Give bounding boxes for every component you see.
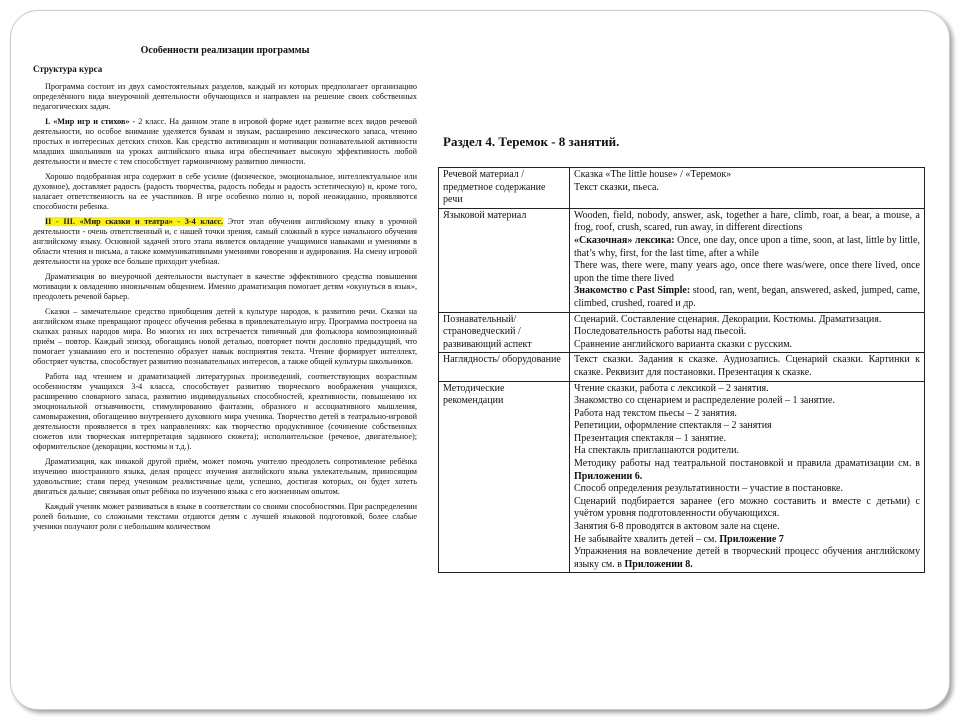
section-title: Раздел 4. Теремок - 8 занятий. <box>443 134 620 149</box>
row-content <box>570 381 925 573</box>
content-bold-lead: Знакомство с Past Simple: <box>574 285 691 297</box>
paragraph <box>33 172 417 212</box>
content-line: Сценарий подбирается заранее (его можно составить и вместе с детьми) с учётом уровня подготовленности обучающихся. <box>574 495 920 520</box>
paragraph <box>33 502 417 532</box>
content-line: Последовательность работы над пьесой. <box>574 326 747 338</box>
content-line <box>574 534 920 547</box>
table-row <box>439 353 925 381</box>
paragraph-text: Драматизация, как никакой другой приём, может помочь учителю преодолеть сопротивление ребёнка изучению иностранного языка, делая процесс изучения английского языка увлекательным, приносящим удовольствие; ставя перед учеником реалистичные цели, успешно, достигая которых, он будет хотеть двигаться дальше; связывая опыт ребёнка по изучению языка с его жизненным опытом. <box>33 457 417 496</box>
content-line: Репетиции, оформление спектакля – 2 занятия <box>574 420 772 432</box>
content-line: Занятия 6-8 проводятся в актовом зале на сцене. <box>574 521 780 533</box>
paragraph-text: Этот этап обучения английскому языку в урочной деятельности - очень ответственный и, с нашей точки зрения, самый сложный в курсе начального обучения английскому языку. Основной задачей этого этапа является овладение учащимися навыками и умениями в области чтения и письма, а также коммуникативными умениями говорения и аудирования. На смену игровой деятельности на уроке все больше приходит учебная. <box>33 217 417 266</box>
row-content <box>570 208 925 312</box>
content-text: Once, one day, once upon a time, soon, at last, little by little, that’s why, first, for the last time, after a while <box>574 234 920 259</box>
row-content <box>570 312 925 353</box>
table-row <box>439 381 925 573</box>
content-line: На спектакль приглашаются родители. <box>574 445 739 457</box>
appendix-reference: Приложении 8. <box>624 558 693 570</box>
document-title: Особенности реализации программы <box>140 46 310 56</box>
content-text: Методику работы над театральной постановкой и правила драматизации см. в <box>574 458 920 470</box>
content-line: Wooden, field, nobody, answer, ask, together a hare, climb, roar, a bear, a mouse, a frog, roof, crush, scared, run away, in different directions <box>574 209 920 234</box>
row-label: Познавательный/ страноведческий /развивающий аспект <box>439 312 570 353</box>
row-content <box>570 353 925 381</box>
paragraph <box>33 272 417 302</box>
content-line <box>574 546 920 571</box>
row-label: Наглядность/ оборудование <box>439 353 570 381</box>
content-bold-lead: «Сказочная» лексика: <box>574 234 675 246</box>
paragraph <box>33 82 417 112</box>
content-line <box>574 235 920 260</box>
content-line: Сравнение английского варианта сказки с русским. <box>574 338 793 350</box>
content-line: Чтение сказки, работа с лексикой – 2 занятия. <box>574 382 769 394</box>
paragraph <box>33 372 417 452</box>
content-text: stood, ran, went, began, answered, asked, jumped, came, climbed, crushed, roared и др. <box>574 285 920 309</box>
lesson-plan-table <box>438 167 925 573</box>
paragraph <box>33 307 417 367</box>
content-text: Не забывайте хвалить детей – см. <box>574 533 720 545</box>
table-row <box>439 312 925 353</box>
paragraph-text: Хорошо подобранная игра содержит в себе усилие (физическое, эмоциональное, интеллектуальное или духовное), доставляет радость (радость творчества, радость победы и радость эстетическую) и, кроме того, налагает ответственность на ее участников. В игре особенно полно и, порой неожиданно, проявляются способности ребенка. <box>33 172 417 211</box>
content-line: Сценарий. Составление сценария. Декорации. Костюмы. Драматизация. <box>574 313 882 325</box>
content-line: Знакомство со сценарием и распределение ролей – 1 занятие. <box>574 395 835 407</box>
document-subtitle: Структура курса <box>33 64 103 74</box>
row-label: Речевой материал /предметное содержание речи <box>439 168 570 209</box>
paragraph-text: Драматизация во внеурочной деятельности выступает в качестве эффективного средства повышения мотивации к овладению иноязычным общением. Именно драматизация помогает детям «окунуться в язык», преодолеть речевой барьер. <box>33 272 417 301</box>
content-line: Текст сказки, пьеса. <box>574 181 659 193</box>
content-text: Упражнения на вовлечение детей в творческий процесс обучения английскому языку см. в <box>574 546 920 570</box>
content-line: Текст сказки. Задания к сказке. Аудиозапись. Сценарий сказки. Картинки к сказке. Реквизит для постановки. Презентация к сказке. <box>574 354 920 378</box>
content-line: Работа над текстом пьесы – 2 занятия. <box>574 407 737 419</box>
row-label: Методические рекомендации <box>439 381 570 573</box>
paragraph-text: - 2 класс. На данном этапе в игровой форме идет развитие всех видов речевой деятельности, но особое внимание уделяется буквам и звукам, расширению лексического запаса, чтению простых и интересных детских стихов. Как средство активизации и мотивации познавательной активности младших школьников на уроках английского языка игра обеспечивает высокую эффективность любой деятельности и вместе с тем способствует гармоничному развитию личности. <box>33 117 417 166</box>
appendix-reference: Приложении 6. <box>574 470 643 482</box>
paragraph <box>33 217 417 267</box>
paragraph-text: Работа над чтением и драматизацией литературных произведений, соответствующих возрастным особенностям учащихся 3-4 класса, способствует развитию творческого воображения учащихся, расширению словарного запаса, развитию индивидуальных способностей, креативности, повышению их эмоциональной отзывчивости, стимулированию фантазии, образного и ассоциативного мышления, самовыражения, обогащению внутреннего духовного мира ученика. Творчество детей в театрально-игровой деятельности проявляется в трех направлениях: как творчество продуктивное (сочинение собственных сюжетов или творческая интерпретация заданного сюжета); исполнительское (речевое, двигательное); оформительское (декорации, костюмы и т.д.). <box>33 372 417 451</box>
paragraph <box>33 117 417 167</box>
content-line <box>574 458 920 483</box>
content-line: Способ определения результативности – участие в постановке. <box>574 483 843 495</box>
content-line <box>574 285 920 310</box>
paragraph-text: Сказки – замечательное средство приобщения детей к культуре народов, к развитию речи. Сказки на английском языке превращают процесс обучения ребенка в привлекательную игру. Программа построена на сказках разных народов мира. Во многих из них встречается типичный для фольклора композиционный приём – повтор. Каждый эпизод, обогащаясь новой деталью, повторяет почти дословно предыдущий, что помогает узнаванию его и постепенно образует навык восприятия текста. Чтение формирует интеллект, обостряет чувства, способствует развитию познавательных интересов, а также общей культуры школьников. <box>33 307 417 366</box>
highlighted-heading: II - III. «Мир сказки и театра» - 3-4 класс. <box>45 217 224 226</box>
content-line: Сказка «The little house» / «Теремок» <box>574 169 732 180</box>
content-line: There was, there were, many years ago, once there was/were, once there lived, once upon the time there lived <box>574 260 920 284</box>
paragraph-text: Каждый ученик может развиваться в языке в соответствии со своими способностями. При распределении ролей большие, со сложными текстами отдаются детям с лучшей языковой подготовкой, более слабые ученики получают роли с небольшим количеством <box>33 502 417 531</box>
row-content <box>570 168 925 209</box>
row-label: Языковой материал <box>439 208 570 312</box>
appendix-reference: Приложение 7 <box>719 533 784 545</box>
table-row <box>439 168 925 209</box>
table-row <box>439 208 925 312</box>
paragraph-lead: I. «Мир игр и стихов» <box>45 117 130 126</box>
content-line: Презентация спектакля – 1 занятие. <box>574 432 727 444</box>
paragraph-text: Программа состоит из двух самостоятельных разделов, каждый из которых предполагает организацию определённого вида внеурочной деятельности обучающихся и направлен на решение своих собственных педагогических задач. <box>33 82 417 111</box>
paragraph <box>33 457 417 497</box>
program-text-column <box>33 46 417 656</box>
